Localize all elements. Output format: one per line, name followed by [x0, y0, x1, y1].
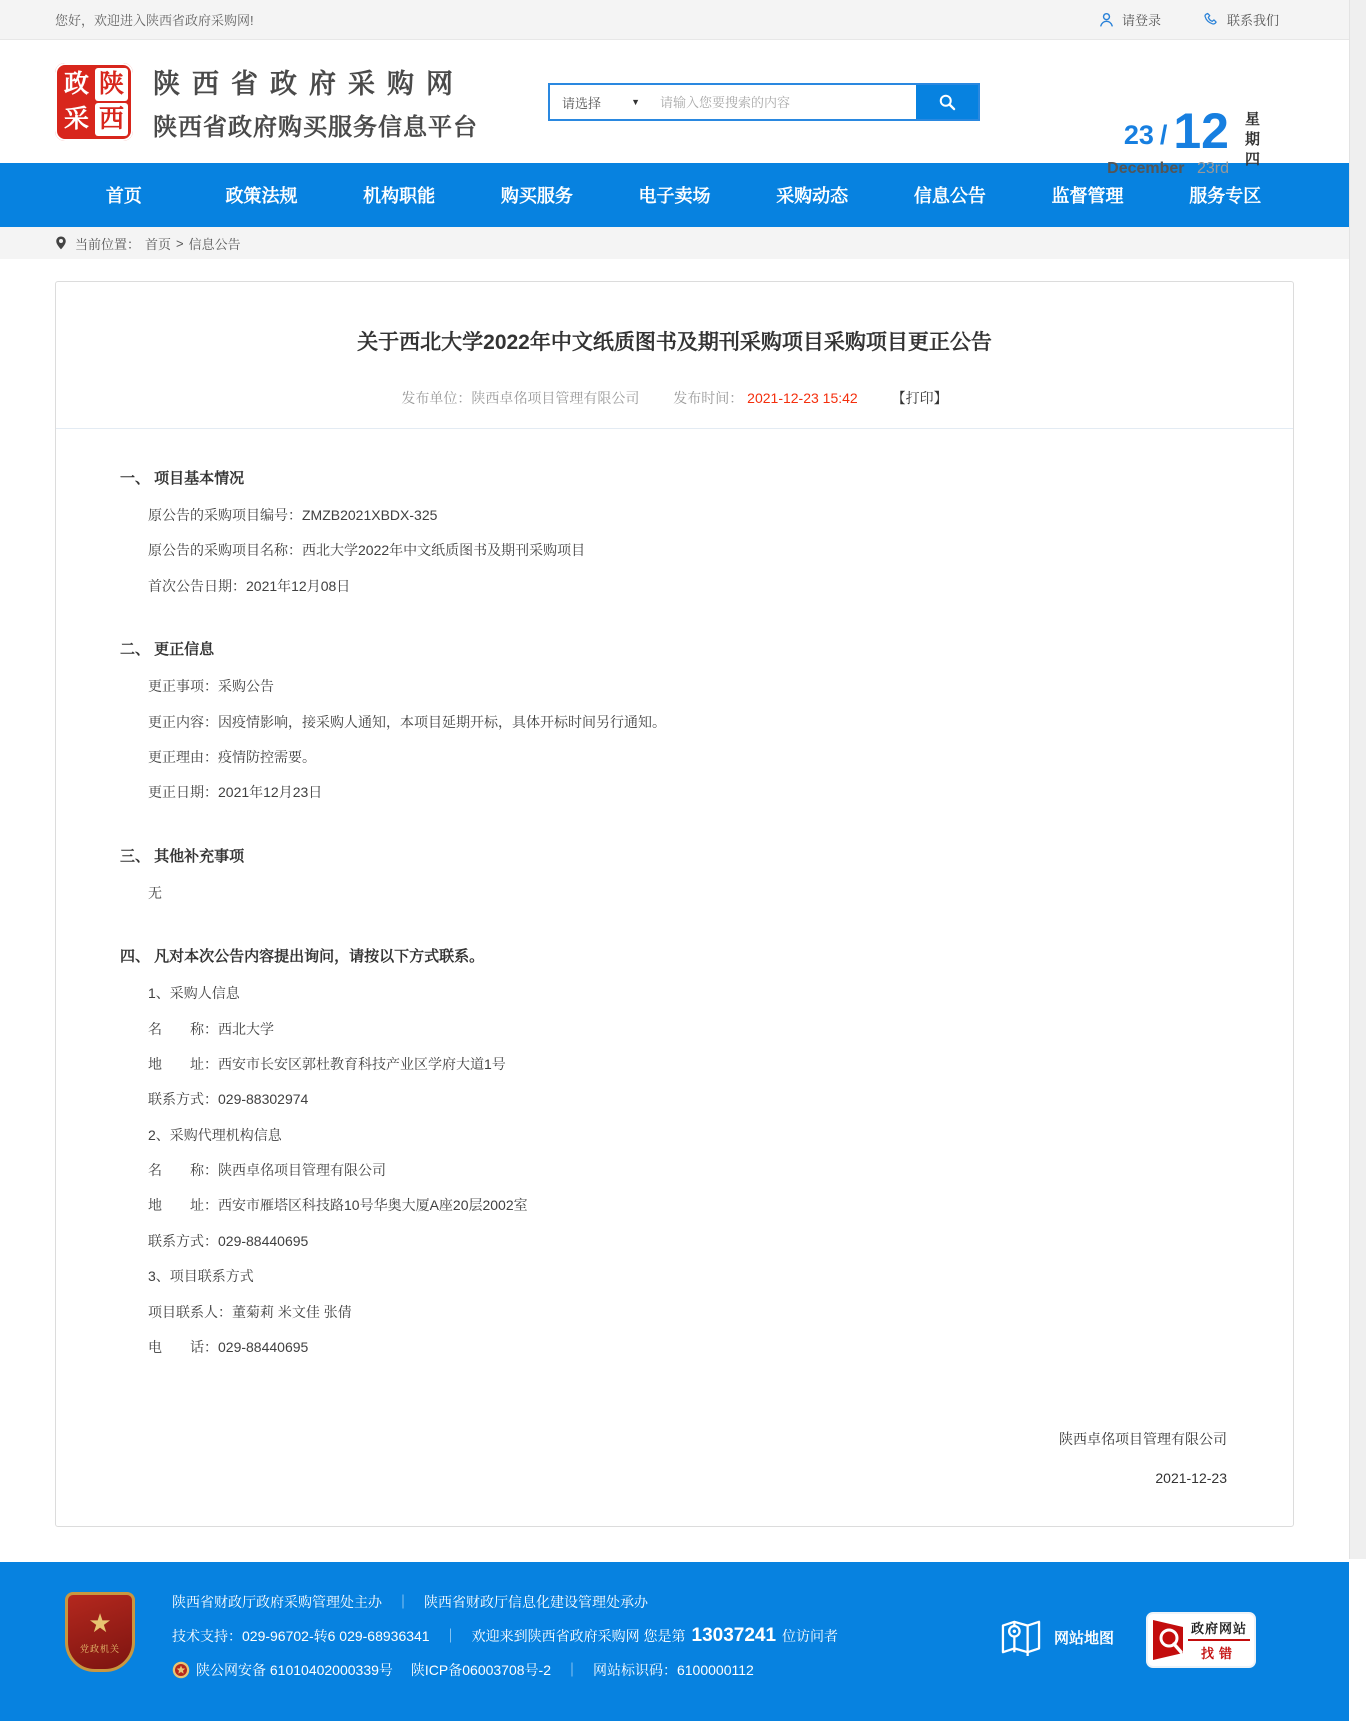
page-title: 关于西北大学2022年中文纸质图书及期刊采购项目采购项目更正公告	[357, 331, 992, 354]
search-bar	[548, 83, 980, 121]
seal-char: 采	[63, 104, 89, 133]
section-heading: 二、 更正信息	[120, 641, 215, 659]
login-link[interactable]	[1098, 10, 1161, 29]
breadcrumb-separator: >	[176, 235, 184, 251]
map-icon	[1000, 1618, 1042, 1656]
website-error-report-badge[interactable]	[1146, 1612, 1256, 1668]
date-separator: /	[1159, 120, 1168, 150]
nav-item-procurement-news[interactable]: 采购动态	[776, 186, 849, 206]
nav-item-supervision[interactable]: 监督管理	[1051, 186, 1124, 206]
site-name: 陕西省政府采购网	[153, 68, 465, 99]
breadcrumb	[0, 227, 1349, 259]
footer-line-1	[172, 1592, 838, 1612]
date-month-number: 12	[1173, 103, 1229, 159]
nav-item-e-marketplace[interactable]: 电子卖场	[638, 186, 711, 206]
footer-separator: ｜	[443, 1628, 458, 1645]
section-basic-info	[120, 467, 1229, 594]
footer-psb-number[interactable]: 陕公网安备 61010402000339号	[196, 1662, 393, 1679]
signature-company: 陕西卓佲项目管理有限公司	[1059, 1431, 1227, 1448]
article-meta	[56, 388, 1293, 429]
nav-item-functions[interactable]: 机构职能	[363, 186, 436, 206]
sitemap-label: 网站地图	[1054, 1629, 1115, 1647]
nav-item-purchase-services[interactable]: 购买服务	[500, 186, 573, 206]
publisher: 发布单位：陕西卓佲项目管理有限公司	[401, 390, 640, 406]
search-input[interactable]	[650, 85, 916, 119]
vertical-scrollbar[interactable]	[1349, 0, 1366, 1559]
paragraph: 名 称：西北大学	[148, 1020, 274, 1037]
article-body	[56, 467, 1293, 1355]
breadcrumb-current[interactable]: 信息公告	[188, 236, 241, 252]
footer	[0, 1562, 1349, 1721]
publish-time-value: 2021-12-23 15:42	[747, 390, 858, 406]
paragraph: 地 址：西安市长安区郭杜教育科技产业区学府大道1号	[148, 1055, 506, 1072]
site-subtitle: 陕西省政府购买服务信息平台	[153, 113, 478, 141]
paragraph: 原公告的采购项目编号：ZMZB2021XBDX-325	[148, 507, 438, 523]
publish-time-label: 发布时间：	[673, 390, 744, 406]
seal-char: 政	[63, 69, 89, 98]
section-heading: 三、 其他补充事项	[120, 847, 245, 865]
nav-item-home[interactable]: 首页	[105, 186, 142, 206]
search-button[interactable]	[916, 85, 978, 119]
badge-label: 党政机关	[79, 1643, 120, 1654]
footer-welcome-prefix: 欢迎来到陕西省政府采购网 您是第	[471, 1628, 686, 1645]
seal-char: 西	[95, 103, 128, 136]
user-icon	[1098, 11, 1115, 28]
location-pin-icon	[55, 236, 67, 250]
footer-welcome-suffix: 位访问者	[782, 1628, 839, 1645]
paragraph: 电 话：029-88440695	[148, 1339, 309, 1356]
search-select-label: 请选择	[562, 95, 602, 111]
paragraph: 联系方式：029-88302974	[148, 1091, 309, 1108]
error-badge-action: 找错	[1200, 1646, 1237, 1662]
sitemap-link[interactable]	[1000, 1618, 1114, 1656]
footer-line-3	[172, 1660, 838, 1680]
error-report-flag-icon	[1152, 1618, 1188, 1662]
content-area	[0, 259, 1349, 1562]
public-security-badge-icon	[172, 1661, 190, 1679]
section-supplementary	[120, 845, 1229, 901]
footer-tech-support: 技术支持：029-96702-转6 029-68936341	[172, 1628, 430, 1645]
breadcrumb-home-link[interactable]: 首页	[145, 236, 172, 252]
site-logo[interactable]	[55, 63, 133, 141]
paragraph: 首次公告日期：2021年12月08日	[148, 577, 351, 594]
search-category-select[interactable]	[550, 85, 650, 119]
footer-line-2	[172, 1625, 838, 1647]
chevron-down-icon: ▼	[631, 97, 640, 107]
date-month-name: December	[1107, 160, 1185, 177]
paragraph: 无	[148, 884, 162, 901]
section-correction-info	[120, 638, 1229, 801]
paragraph: 更正日期：2021年12月23日	[148, 784, 323, 801]
footer-text	[172, 1592, 838, 1693]
footer-site-code: 网站标识码：6100000112	[592, 1662, 754, 1679]
paragraph: 更正事项：采购公告	[148, 678, 274, 695]
footer-undertake: 陕西省财政厅信息化建设管理处承办	[424, 1594, 648, 1611]
date-weekday: 星期四	[1245, 111, 1261, 168]
paragraph: 更正内容：因疫情影响，接采购人通知，本项目延期开标，具体开标时间另行通知。	[148, 713, 666, 730]
topbar	[0, 0, 1349, 40]
footer-host: 陕西省财政厅政府采购管理处主办	[172, 1594, 382, 1611]
paragraph: 1、采购人信息	[148, 985, 240, 1002]
breadcrumb-label: 当前位置：	[75, 236, 141, 252]
section-heading: 四、 凡对本次公告内容提出询问，请按以下方式联系。	[120, 948, 485, 966]
site-titles	[153, 62, 478, 142]
publish-time	[673, 390, 861, 406]
seal-char: 陕	[95, 68, 128, 101]
paragraph: 名 称：陕西卓佲项目管理有限公司	[148, 1162, 386, 1179]
header	[0, 40, 1349, 177]
section-contact	[120, 945, 1229, 1355]
signature-block	[56, 1429, 1293, 1486]
print-button[interactable]: 【打印】	[891, 390, 948, 406]
footer-separator: ｜	[396, 1594, 410, 1611]
party-government-badge-icon: ★ 党政机关	[65, 1592, 135, 1672]
visitor-count: 13037241	[691, 1625, 777, 1647]
contact-link[interactable]	[1203, 10, 1279, 29]
nav-item-service-zone[interactable]: 服务专区	[1189, 186, 1262, 206]
login-label: 请登录	[1121, 13, 1161, 28]
contact-label: 联系我们	[1226, 13, 1279, 28]
nav-item-announcements[interactable]: 信息公告	[913, 186, 986, 206]
nav-item-policies[interactable]: 政策法规	[225, 186, 298, 206]
error-badge-title: 政府网站	[1188, 1618, 1250, 1641]
date-day: 23	[1123, 120, 1154, 150]
paragraph: 原公告的采购项目名称：西北大学2022年中文纸质图书及期刊采购项目	[148, 542, 586, 559]
announcement-card	[55, 281, 1294, 1527]
paragraph: 2、采购代理机构信息	[148, 1126, 282, 1143]
welcome-text: 您好，欢迎进入陕西省政府采购网!	[55, 13, 254, 28]
signature-date: 2021-12-23	[1155, 1470, 1227, 1487]
paragraph: 地 址：西安市雁塔区科技路10号华奥大厦A座20层2002室	[148, 1197, 528, 1214]
search-icon	[937, 92, 957, 112]
paragraph: 3、项目联系方式	[148, 1268, 254, 1285]
paragraph: 联系方式：029-88440695	[148, 1232, 309, 1249]
footer-separator: ｜	[564, 1662, 579, 1679]
section-heading: 一、 项目基本情况	[120, 470, 245, 487]
footer-icp-number[interactable]: 陕ICP备06003708号-2	[410, 1662, 551, 1679]
date-widget	[1107, 103, 1263, 178]
paragraph: 项目联系人：董菊莉 米文佳 张倩	[148, 1303, 352, 1320]
date-day-ordinal: 23rd	[1196, 160, 1229, 177]
topbar-links	[1098, 10, 1279, 29]
paragraph: 更正理由：疫情防控需要。	[148, 748, 316, 765]
phone-icon	[1203, 11, 1220, 28]
